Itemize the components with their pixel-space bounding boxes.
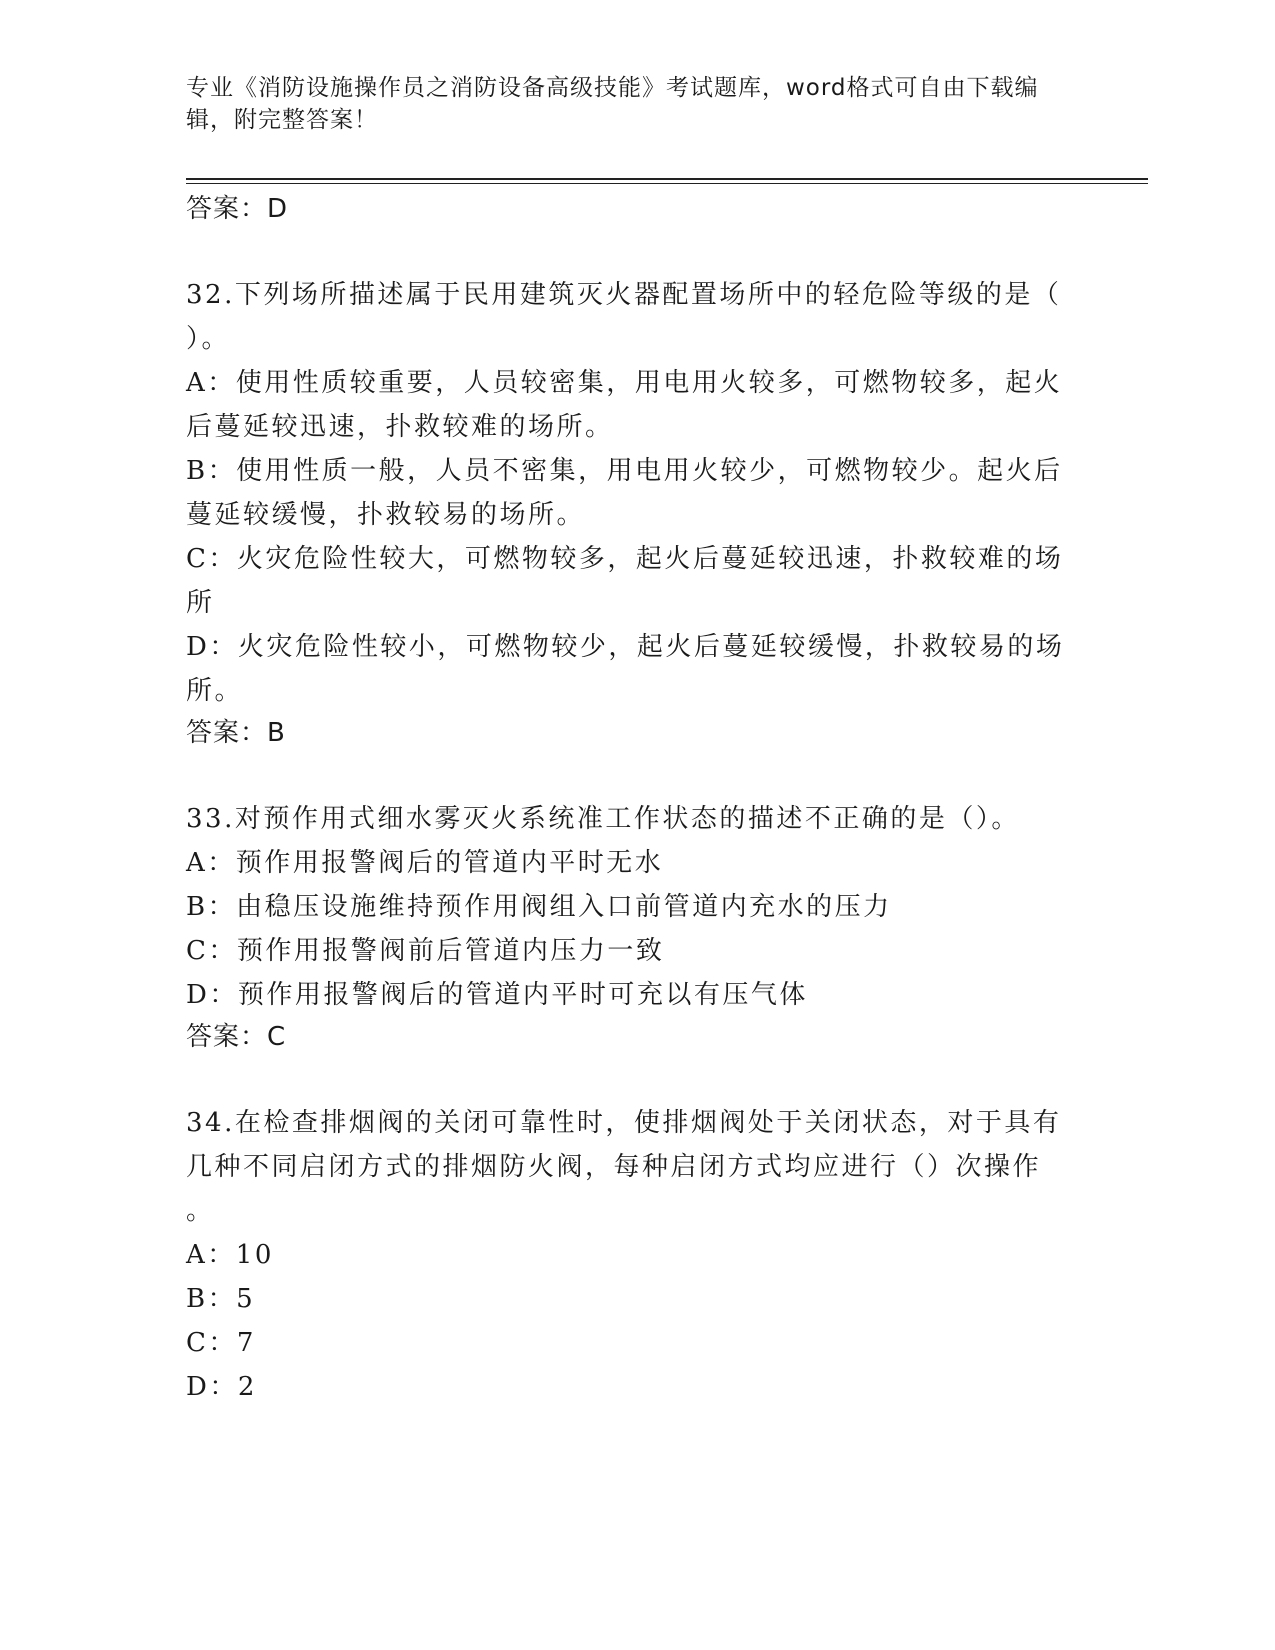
q33-answer: 答案：C — [186, 1022, 287, 1052]
header-note — [186, 72, 1066, 136]
q34-stem-line-3: 。 — [186, 1196, 215, 1226]
q33-option-c: C：预作用报警阀前后管道内压力一致 — [186, 936, 665, 966]
q34-option-b: B：5 — [186, 1284, 256, 1314]
q32-option-a-line-2: 后蔓延较迅速，扑救较难的场所。 — [186, 412, 614, 442]
q32-option-b-line-1: B：使用性质一般，人员不密集，用电用火较少，可燃物较少。起火后 — [186, 456, 1063, 486]
q33-option-a: A：预作用报警阀后的管道内平时无水 — [186, 848, 664, 878]
q34-stem-line-1: 34.在检查排烟阀的关闭可靠性时，使排烟阀处于关闭状态，对于具有 — [186, 1108, 1062, 1138]
q34-stem-line-2: 几种不同启闭方式的排烟防火阀，每种启闭方式均应进行（）次操作 — [186, 1152, 1042, 1182]
q32-stem-line-1: 32.下列场所描述属于民用建筑灭火器配置场所中的轻危险等级的是（ — [186, 280, 1062, 310]
previous-answer: 答案：D — [186, 194, 289, 224]
q33-option-b: B：由稳压设施维持预作用阀组入口前管道内充水的压力 — [186, 892, 892, 922]
q32-option-d-line-2: 所。 — [186, 676, 244, 706]
header-rule-thick — [186, 178, 1148, 180]
q32-option-d-line-1: D：火灾危险性较小，可燃物较少，起火后蔓延较缓慢，扑救较易的场 — [186, 632, 1065, 662]
q33-option-d: D：预作用报警阀后的管道内平时可充以有压气体 — [186, 980, 808, 1010]
q33-stem: 33.对预作用式细水雾灭火系统准工作状态的描述不正确的是（）。 — [186, 804, 1020, 834]
q32-option-c-line-1: C：火灾危险性较大，可燃物较多，起火后蔓延较迅速，扑救较难的场 — [186, 544, 1064, 574]
q32-stem-line-2: ）。 — [186, 324, 231, 354]
header-note-line-1: 专业《消防设施操作员之消防设备高级技能》考试题库，word格式可自由下载编 — [186, 75, 1039, 101]
q32-option-a-line-1: A：使用性质较重要，人员较密集，用电用火较多，可燃物较多，起火 — [186, 368, 1063, 398]
header-rule-thin — [186, 183, 1148, 184]
q32-answer: 答案：B — [186, 718, 286, 748]
header-note-line-2: 辑，附完整答案！ — [186, 107, 378, 133]
q34-option-d: D：2 — [186, 1372, 257, 1402]
q34-option-c: C：7 — [186, 1328, 256, 1358]
q34-option-a: A：10 — [186, 1240, 274, 1270]
q32-option-c-line-2: 所 — [186, 588, 215, 618]
q32-option-b-line-2: 蔓延较缓慢，扑救较易的场所。 — [186, 500, 586, 530]
